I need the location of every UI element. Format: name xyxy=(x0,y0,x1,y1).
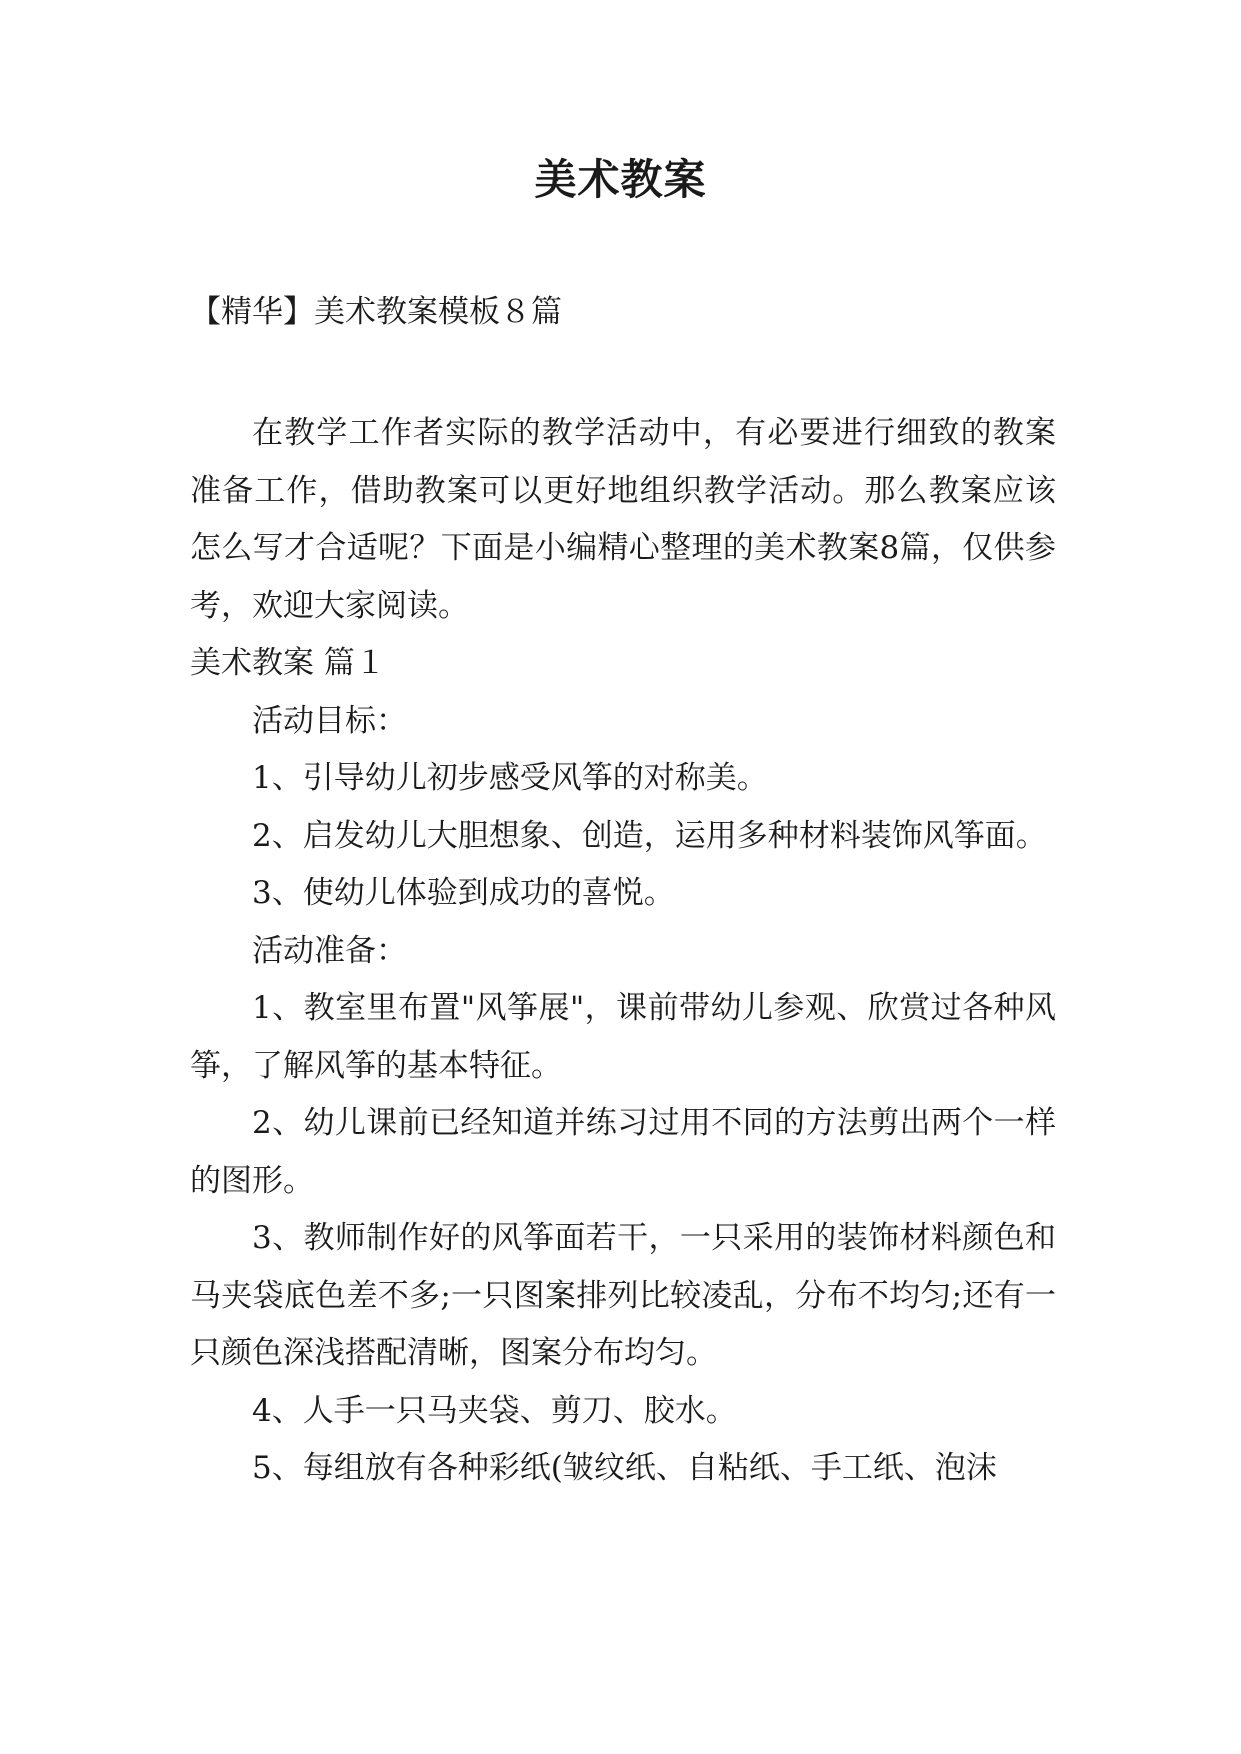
paragraph: 4、人手一只马夹袋、剪刀、胶水。 xyxy=(252,1392,737,1429)
paragraph: 1、教室里布置"风筝展"，课前带幼儿参观、欣赏过各种风筝，了解风筝的基本特征。 xyxy=(190,990,1056,1084)
paragraph: 活动准备： xyxy=(252,932,407,969)
document-body xyxy=(190,405,1056,1498)
paragraph: 5、每组放有各种彩纸(皱纹纸、自粘纸、手工纸、泡沫 xyxy=(252,1450,997,1486)
paragraph: 3、教师制作好的风筝面若干，一只采用的装饰材料颜色和马夹袋底色差不多;一只图案排列比较凌乱，分布不均匀;还有一只颜色深浅搭配清晰，图案分布均匀。 xyxy=(190,1220,1056,1371)
section-heading: 美术教案 篇１ xyxy=(190,645,386,681)
paragraph: 1、引导幼儿初步感受风筝的对称美。 xyxy=(252,760,768,796)
document-subtitle: 【精华】美术教案模板８篇 xyxy=(190,294,562,330)
paragraph: 3、使幼儿体验到成功的喜悦。 xyxy=(252,875,675,911)
intro-paragraph: 在教学工作者实际的教学活动中，有必要进行细致的教案准备工作，借助教案可以更好地组织教学活动。那么教案应该怎么写才合适呢？下面是小编精心整理的美术教案8篇，仅供参考，欢迎大家阅读。 xyxy=(190,415,1056,624)
document-title: 美术教案 xyxy=(534,155,707,204)
paragraph: 2、启发幼儿大胆想象、创造，运用多种材料装饰风筝面。 xyxy=(252,817,1047,854)
paragraph: 活动目标： xyxy=(252,702,407,739)
paragraph: 2、幼儿课前已经知道并练习过用不同的方法剪出两个一样的图形。 xyxy=(190,1105,1056,1199)
